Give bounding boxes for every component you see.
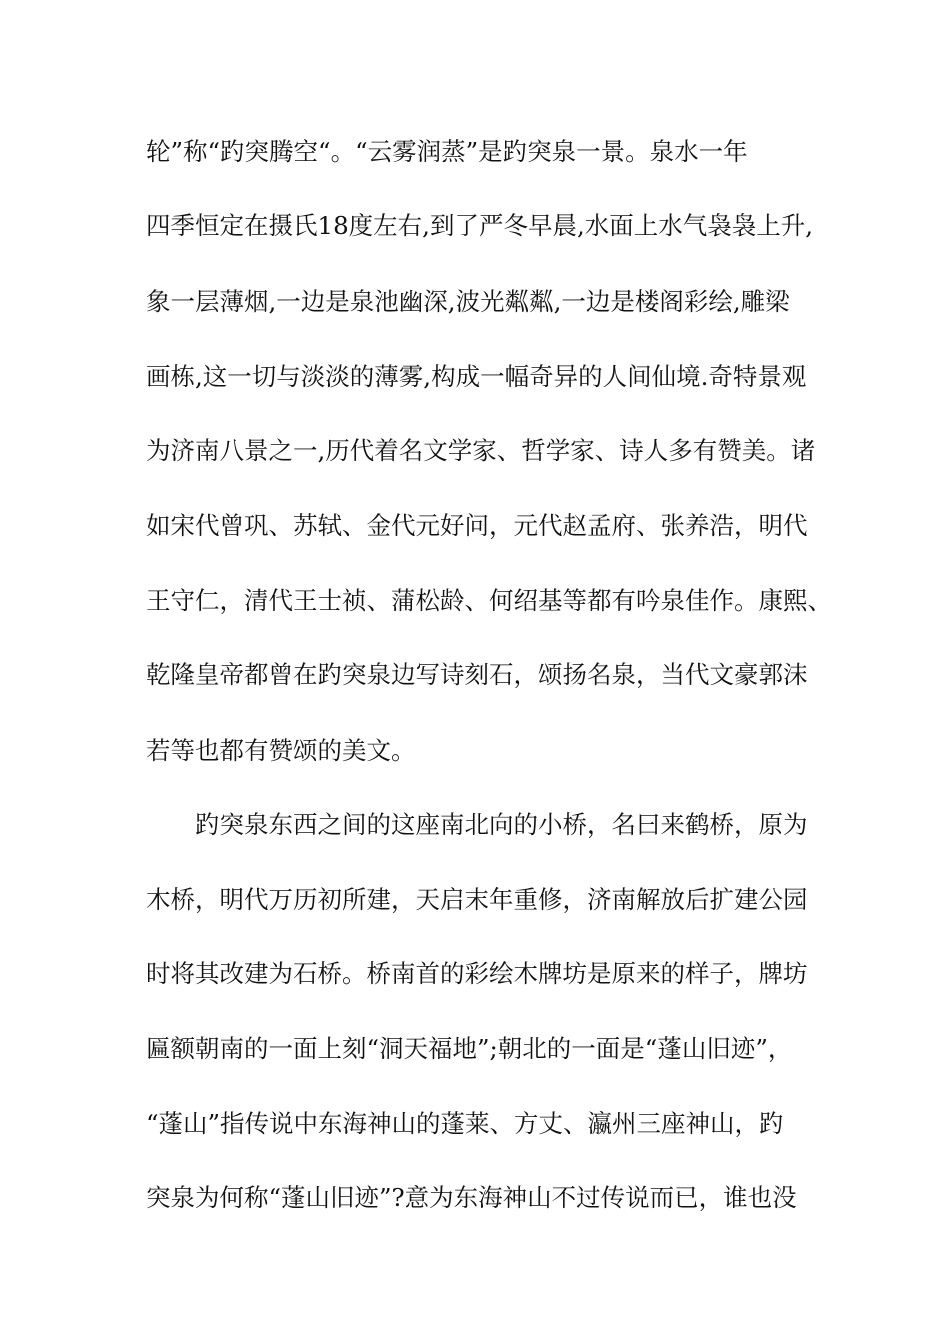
text-line: 木桥，明代万历初所建，天启末年重修，济南解放后扩建公园 [146, 885, 808, 914]
text-line: 时将其改建为石桥。桥南首的彩绘木牌坊是原来的样子，牌坊 [146, 959, 808, 988]
text-line: 四季恒定在摄氏18度左右,到了严冬早晨,水面上水气袅袅上升, [146, 211, 814, 240]
text-line: 如宋代曾巩、苏轼、金代元好问，元代赵孟府、张养浩，明代 [146, 511, 808, 540]
text-line: 象一层薄烟,一边是泉池幽深,波光粼粼,一边是楼阁彩绘,雕梁 [146, 287, 790, 316]
text-line: 为济南八景之一,历代着名文学家、哲学家、诗人多有赞美。诸 [146, 436, 816, 465]
text-line: 匾额朝南的一面上刻“洞天福地”;朝北的一面是“蓬山旧迹”， [146, 1034, 793, 1063]
text-line: “蓬山”指传说中东海神山的蓬莱、方丈、瀛州三座神山，趵 [146, 1109, 784, 1138]
text-line: 乾隆皇帝都曾在趵突泉边写诗刻石，颂扬名泉，当代文豪郭沫 [146, 660, 808, 689]
text-line: 画栋,这一切与淡淡的薄雾,构成一幅奇异的人间仙境.奇特景观 [146, 362, 807, 391]
text-line: 轮”称“趵突腾空“。“云雾润蒸”是趵突泉一景。泉水一年 [146, 137, 748, 166]
text-line: 若等也都有赞颂的美文。 [146, 736, 416, 765]
text-line: 突泉为何称“蓬山旧迹”?意为东海神山不过传说而已，谁也没 [146, 1183, 797, 1212]
paragraph-start-line: 趵突泉东西之间的这座南北向的小桥，名曰来鹤桥，原为 [146, 810, 808, 839]
text-line: 王守仁，清代王士祯、蒲松龄、何绍基等都有吟泉佳作。康熙、 [146, 586, 832, 615]
